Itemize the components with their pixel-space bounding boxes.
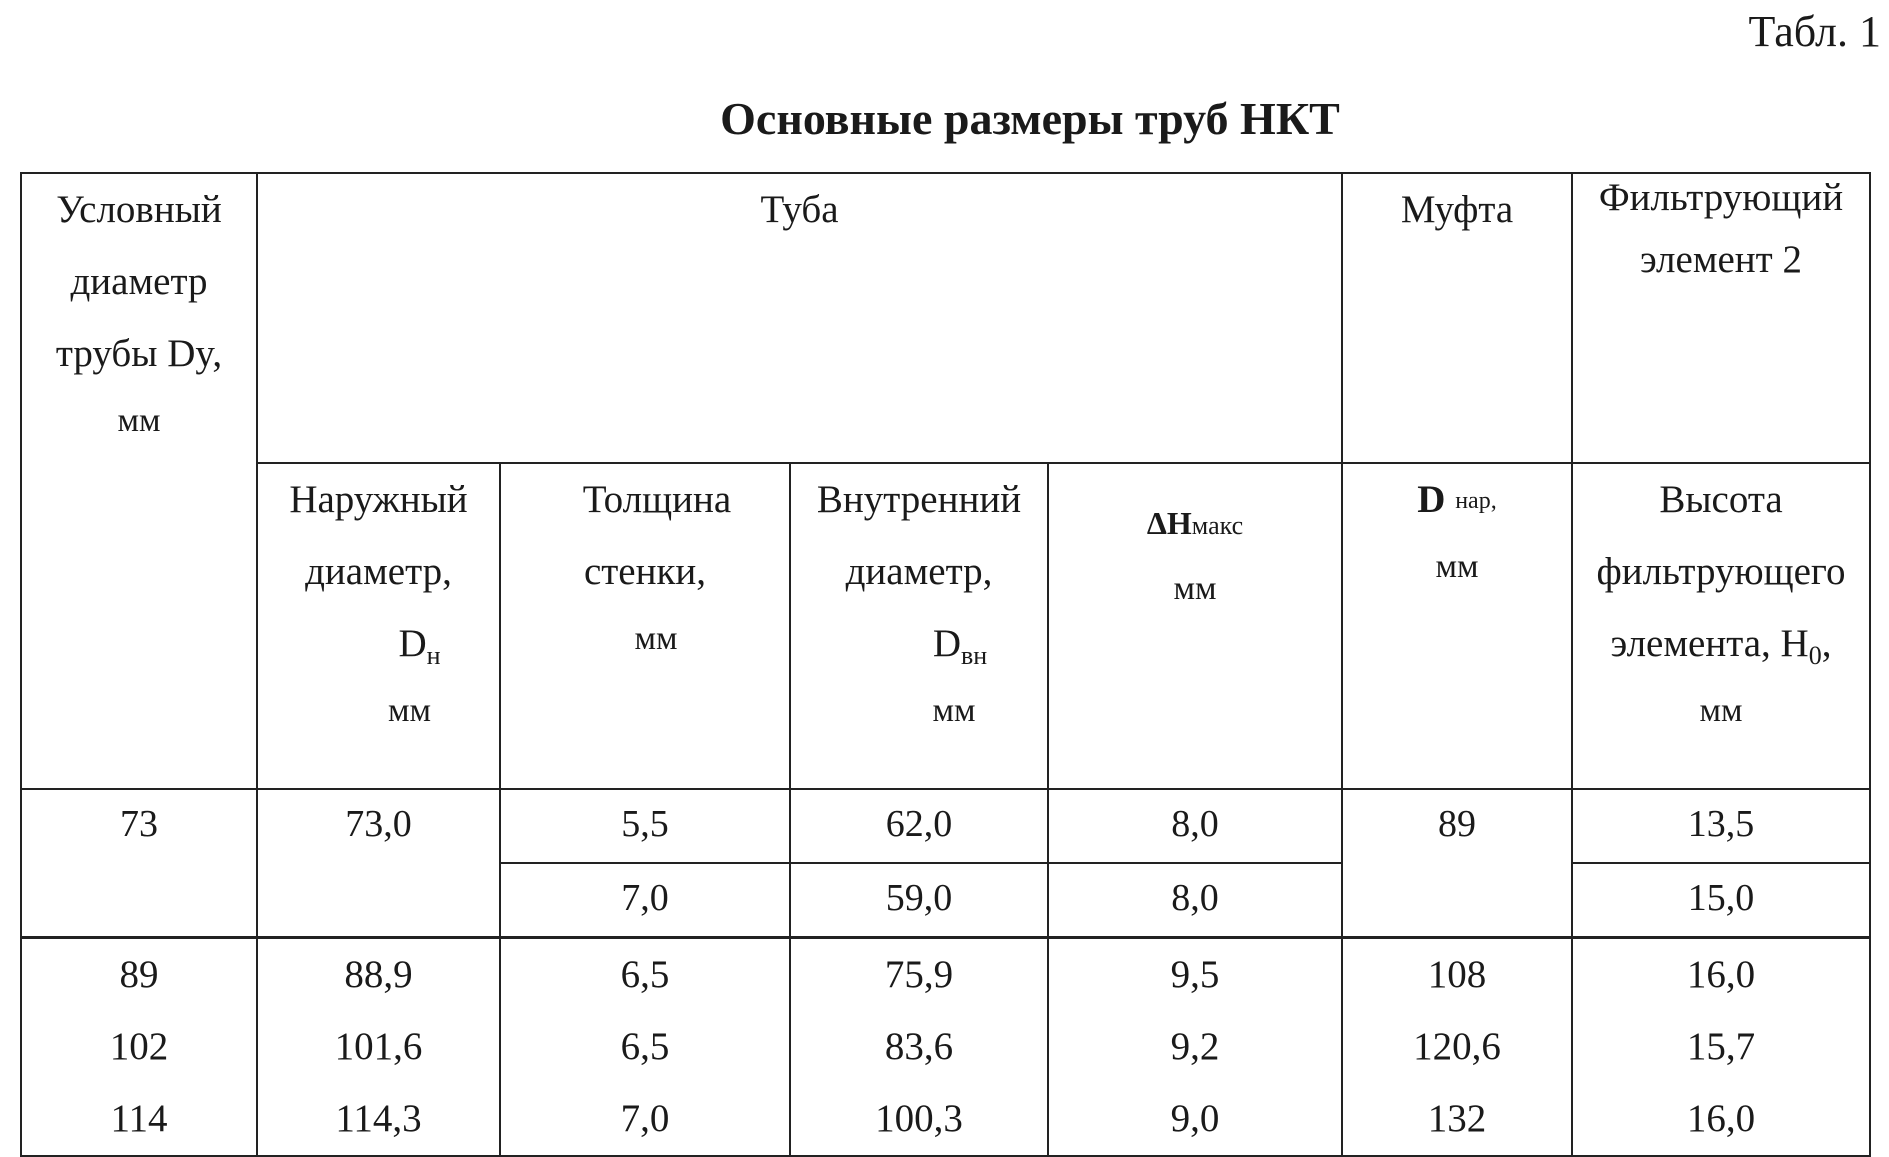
header-wall-unit: мм: [634, 620, 678, 658]
cell-wall: 5,5: [500, 789, 790, 863]
cell-dn: 73,0: [257, 789, 500, 938]
header-wall-line: стенки,: [583, 550, 707, 594]
cell-dy: 102: [109, 1025, 169, 1068]
header-tuba: Туба: [257, 173, 1342, 463]
inner-diam-sub: вн: [960, 641, 988, 671]
cell-h: 16,0: [1686, 953, 1756, 996]
cell-h: 15,7: [1686, 1025, 1756, 1068]
header-filter-line: элемент 2: [1640, 237, 1802, 281]
cell-dnar: 120,6: [1413, 1025, 1501, 1068]
cell-dy: 89: [119, 953, 159, 996]
header-row-2: [21, 463, 1870, 789]
cell-dvn: 83,6: [884, 1025, 954, 1068]
table-number-label: Табл. 1: [1748, 7, 1881, 56]
height-tail: ,: [1821, 622, 1832, 666]
header-height-line3: [1573, 608, 1869, 680]
height-line3-text: элемента, H: [1610, 622, 1809, 666]
dnar-sub: нар,: [1455, 488, 1497, 514]
header-height-line: Высота: [1659, 478, 1783, 521]
page-title: Основные размеры труб НКТ: [720, 93, 1340, 144]
header-wall-line: Толщина: [582, 478, 732, 521]
cell-dn: 101,6: [334, 1025, 423, 1068]
dh-sub: макс: [1191, 511, 1244, 540]
cell-dnar: 108: [1427, 953, 1487, 996]
cell-h: 15,0: [1572, 863, 1870, 938]
cell-dvn-group: [790, 938, 1048, 1157]
dnar-sym: D: [1417, 478, 1446, 521]
inner-diam-sym: D: [932, 622, 961, 666]
cell-dnar: 132: [1427, 1097, 1487, 1140]
header-inner-diam-line: Внутренний: [816, 478, 1022, 521]
header-cond-diam-line: Условный: [56, 188, 222, 231]
header-inner-diam-symbol: [791, 608, 1047, 680]
cell-dy: 73: [21, 789, 257, 938]
cell-dh-group: [1048, 938, 1342, 1157]
cell-dvn: 62,0: [790, 789, 1048, 863]
cell-dy-group: [21, 938, 257, 1157]
cell-dh: 9,5: [1170, 953, 1220, 996]
cell-dy: 114: [110, 1097, 168, 1140]
cell-h-group: [1572, 938, 1870, 1157]
cell-dvn: 100,3: [875, 1097, 963, 1140]
outer-diam-sub: н: [426, 641, 441, 671]
header-height-unit: мм: [1699, 692, 1743, 730]
header-row-1: [21, 173, 1870, 463]
cell-dh: 8,0: [1048, 863, 1342, 938]
cell-wall: 7,0: [500, 863, 790, 938]
header-cond-diam-line: диаметр: [70, 260, 208, 304]
cell-wall: 6,5: [620, 953, 670, 996]
table-row-group: [21, 938, 1870, 1157]
cell-wall: 6,5: [620, 1025, 670, 1068]
height-sub: 0: [1808, 641, 1822, 671]
cell-dvn: 75,9: [884, 953, 954, 996]
header-outer-diam: [257, 463, 500, 789]
header-outer-diam-unit: мм: [387, 692, 432, 730]
cell-dh: 9,2: [1170, 1025, 1220, 1068]
header-dnar-unit: мм: [1435, 548, 1479, 586]
header-height-line: фильтрующего: [1596, 550, 1846, 594]
table-row: [21, 789, 1870, 863]
header-outer-diam-line: диаметр,: [305, 550, 452, 594]
header-filter: [1572, 173, 1870, 463]
header-cond-diam-line: мм: [117, 402, 161, 440]
cell-dh: 8,0: [1048, 789, 1342, 863]
outer-diam-sym: D: [398, 622, 427, 666]
header-inner-diam-line: диаметр,: [845, 550, 993, 594]
header-dnar-symbol: [1343, 464, 1571, 536]
cell-dvn: 59,0: [790, 863, 1048, 938]
dh-sym: ΔH: [1146, 505, 1192, 541]
cell-wall-group: [500, 938, 790, 1157]
header-dh-symbol: [1049, 486, 1341, 558]
header-dnar: [1342, 463, 1572, 789]
cell-dn: 88,9: [344, 953, 413, 996]
header-wall: [500, 463, 790, 789]
header-mufta: Муфта: [1342, 173, 1572, 463]
cell-h: 16,0: [1686, 1097, 1756, 1140]
cell-wall: 7,0: [620, 1097, 670, 1140]
header-cond-diam: [21, 173, 257, 789]
header-inner-diam: [790, 463, 1048, 789]
header-height: [1572, 463, 1870, 789]
header-filter-line: Фильтрующий: [1598, 176, 1844, 219]
cell-dnar: 89: [1342, 789, 1572, 938]
header-outer-diam-symbol: [258, 608, 499, 680]
header-inner-diam-unit: мм: [932, 692, 976, 730]
pipe-dimensions-table: [20, 172, 1871, 1157]
cell-dn-group: [257, 938, 500, 1157]
header-outer-diam-line: Наружный: [289, 478, 468, 521]
header-dh-unit: мм: [1173, 570, 1217, 608]
cell-dnar-group: [1342, 938, 1572, 1157]
header-cond-diam-line: трубы Dy,: [55, 332, 223, 376]
cell-dh: 9,0: [1170, 1097, 1220, 1140]
header-dh: [1048, 463, 1342, 789]
cell-dn: 114,3: [335, 1097, 422, 1140]
cell-h: 13,5: [1572, 789, 1870, 863]
